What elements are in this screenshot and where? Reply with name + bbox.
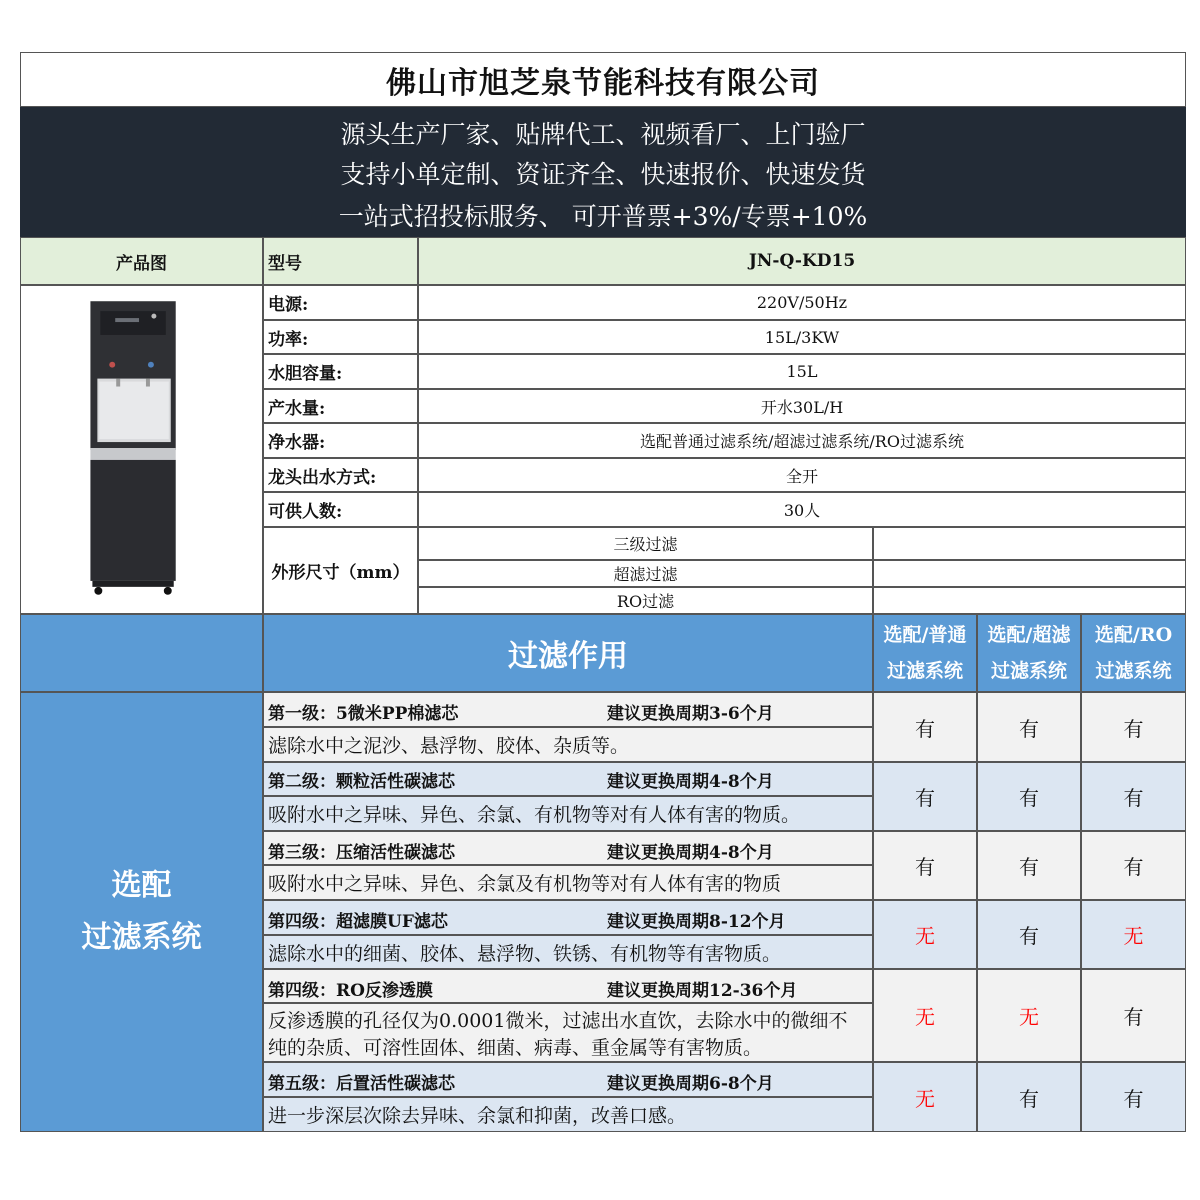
product-image-cell	[20, 285, 263, 614]
stage-mark-standard: 无	[873, 900, 977, 969]
spec-value-capacity: 30人	[418, 492, 1186, 527]
stage-description: 滤除水中的细菌、胶体、悬浮物、铁锈、有机物等有害物质。	[263, 935, 873, 969]
side-label-line-2: 过滤系统	[81, 920, 202, 955]
stage-mark-standard: 有	[873, 762, 977, 831]
stage-mark-standard: 无	[873, 1062, 977, 1132]
model-label: 型号	[263, 237, 418, 285]
column-ro-system: 选配/RO 过滤系统	[1081, 614, 1186, 692]
company-title: 佛山市旭芝泉节能科技有限公司	[20, 52, 1186, 107]
stage-cycle: 建议更换周期12-36个月	[607, 981, 798, 1001]
stage-cycle: 建议更换周期3-6个月	[607, 704, 774, 724]
stage-row	[263, 831, 873, 865]
spec-value-output: 开水30L/H	[418, 389, 1186, 423]
spec-label-capacity: 可供人数:	[263, 492, 418, 527]
dimension-row-value	[873, 527, 1186, 560]
stage-mark-uf: 有	[977, 1062, 1081, 1132]
stage-name: 第五级：后置活性碳滤芯	[268, 1074, 455, 1094]
stage-name: 第四级：超滤膜UF滤芯	[268, 912, 448, 932]
spec-label-faucet: 龙头出水方式:	[263, 458, 418, 492]
stage-mark-ro: 无	[1081, 900, 1186, 969]
spec-value-faucet: 全开	[418, 458, 1186, 492]
spec-value-tank: 15L	[418, 354, 1186, 389]
stage-row	[263, 969, 873, 1003]
stage-mark-uf: 有	[977, 831, 1081, 900]
stage-mark-uf: 有	[977, 692, 1081, 762]
stage-description: 反渗透膜的孔径仅为0.0001微米，过滤出水直饮，去除水中的微细不纯的杂质、可溶性固体、细菌、病毒、重金属等有害物质。	[263, 1003, 873, 1062]
stage-mark-uf: 无	[977, 969, 1081, 1062]
spec-label-power: 功率:	[263, 320, 418, 354]
spec-label-output: 产水量:	[263, 389, 418, 423]
spec-label-purifier: 净水器:	[263, 423, 418, 458]
stage-name: 第四级：RO反渗透膜	[268, 981, 433, 1001]
stage-mark-ro: 有	[1081, 692, 1186, 762]
slogan-line-1: 源头生产厂家、贴牌代工、视频看厂、上门验厂	[340, 120, 866, 149]
slogan-banner	[20, 107, 1186, 237]
stage-row	[263, 692, 873, 727]
spec-value-power-supply: 220V/50Hz	[418, 285, 1186, 320]
slogan-line-3: 一站式招投标服务、 可开普票+3%/专票+10%	[338, 202, 868, 231]
filter-function-title: 过滤作用	[263, 614, 873, 692]
stage-description: 吸附水中之异味、异色、余氯及有机物等对有人体有害的物质	[263, 865, 873, 900]
stage-mark-ro: 有	[1081, 762, 1186, 831]
stage-description: 进一步深层次除去异味、余氯和抑菌，改善口感。	[263, 1097, 873, 1132]
dimension-row-label: RO过滤	[418, 587, 873, 614]
slogan-line-2: 支持小单定制、资证齐全、快速报价、快速发货	[340, 160, 866, 189]
column-standard-system: 选配/普通 过滤系统	[873, 614, 977, 692]
stage-description: 滤除水中之泥沙、悬浮物、胶体、杂质等。	[263, 727, 873, 762]
dimension-row-value	[873, 560, 1186, 587]
image-label: 产品图	[20, 237, 263, 285]
dimension-row-label: 超滤过滤	[418, 560, 873, 587]
stage-cycle: 建议更换周期4-8个月	[607, 772, 774, 792]
model-value: JN-Q-KD15	[418, 237, 1186, 285]
spec-value-purifier: 选配普通过滤系统/超滤过滤系统/RO过滤系统	[418, 423, 1186, 458]
column-uf-system: 选配/超滤 过滤系统	[977, 614, 1081, 692]
spec-label-tank: 水胆容量:	[263, 354, 418, 389]
stage-row	[263, 900, 873, 935]
stage-mark-uf: 有	[977, 900, 1081, 969]
stage-row	[263, 762, 873, 796]
spec-sheet	[20, 52, 1186, 1132]
stage-cycle: 建议更换周期8-12个月	[607, 912, 786, 932]
stage-mark-ro: 有	[1081, 831, 1186, 900]
spec-value-power: 15L/3KW	[418, 320, 1186, 354]
stage-row	[263, 1062, 873, 1097]
stage-mark-standard: 有	[873, 692, 977, 762]
dimension-row-label: 三级过滤	[418, 527, 873, 560]
stage-cycle: 建议更换周期6-8个月	[607, 1074, 774, 1094]
stage-mark-ro: 有	[1081, 969, 1186, 1062]
dimension-row-value	[873, 587, 1186, 614]
filter-header-blank	[20, 614, 263, 692]
side-label-line-1: 选配	[111, 868, 172, 903]
water-dispenser-image	[21, 286, 262, 613]
stage-description: 吸附水中之异味、异色、余氯、有机物等对有人体有害的物质。	[263, 796, 873, 831]
dimensions-label: 外形尺寸（mm）	[263, 527, 418, 614]
stage-mark-standard: 有	[873, 831, 977, 900]
stage-cycle: 建议更换周期4-8个月	[607, 843, 774, 863]
spec-label-power-supply: 电源:	[263, 285, 418, 320]
stage-mark-ro: 有	[1081, 1062, 1186, 1132]
stage-mark-standard: 无	[873, 969, 977, 1062]
optional-filter-system-label	[20, 692, 263, 1132]
stage-name: 第二级：颗粒活性碳滤芯	[268, 772, 455, 792]
stage-mark-uf: 有	[977, 762, 1081, 831]
stage-name: 第一级：5微米PP棉滤芯	[268, 704, 459, 724]
stage-name: 第三级：压缩活性碳滤芯	[268, 843, 455, 863]
